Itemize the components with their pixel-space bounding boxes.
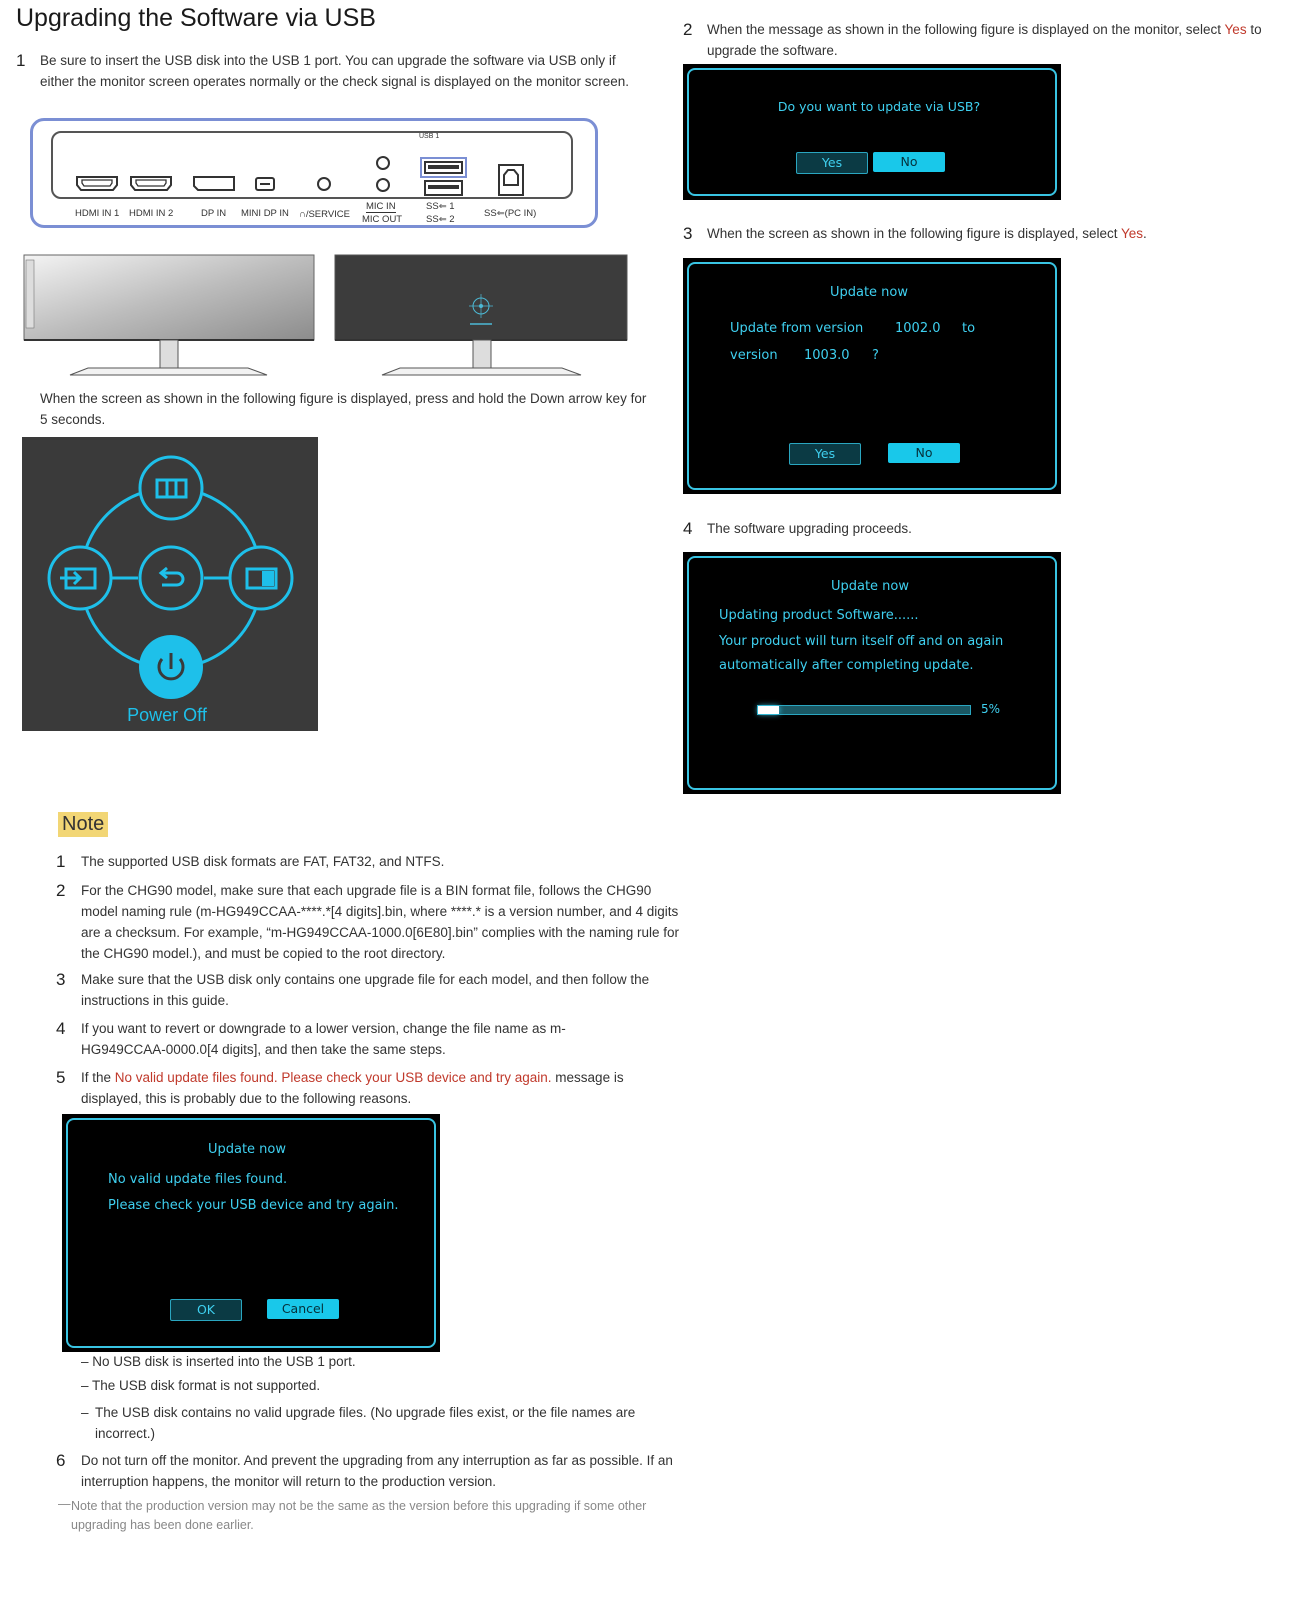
menu-button-icon bbox=[140, 457, 202, 519]
step-4-text: The software upgrading proceeds. bbox=[707, 521, 912, 536]
note-6-number: 6 bbox=[56, 1451, 66, 1470]
page-title: Upgrading the Software via USB bbox=[16, 4, 376, 32]
mic-out-jack-icon bbox=[377, 179, 389, 191]
usb1-label-text: ⇐ 1 bbox=[438, 201, 455, 212]
reason-2: – The USB disk format is not supported. bbox=[81, 1378, 321, 1393]
no-button[interactable]: No bbox=[873, 152, 945, 172]
to-text: to bbox=[962, 321, 976, 336]
ss-text-3: SS bbox=[484, 208, 497, 219]
reason-3: – The USB disk contains no valid upgrade files. (No upgrade files exist, or the file names are incorrect.) bbox=[81, 1402, 641, 1444]
reason-1: – No USB disk is inserted into the USB 1 port. bbox=[81, 1354, 356, 1369]
usb-b-port-icon bbox=[499, 165, 523, 195]
control-joystick bbox=[22, 437, 318, 731]
note-5-number: 5 bbox=[56, 1068, 66, 1087]
reason-3-text: The USB disk contains no valid upgrade files. (No upgrade files exist, or the file names are incorrect.) bbox=[95, 1405, 636, 1441]
note-1-text: The supported USB disk formats are FAT, FAT32, and NTFS. bbox=[81, 854, 445, 869]
note-3-number: 3 bbox=[56, 970, 66, 989]
step-3-text bbox=[707, 223, 1277, 244]
reason-2-text: The USB disk format is not supported. bbox=[92, 1378, 321, 1393]
no-button[interactable]: No bbox=[888, 443, 960, 463]
note-5-pre: If the bbox=[81, 1070, 115, 1085]
minidp-label: MINI DP IN bbox=[241, 208, 289, 219]
progress-title: Update now bbox=[830, 579, 910, 594]
error-dialog bbox=[62, 1114, 440, 1352]
step-1b-text: When the screen as shown in the following figure is displayed, press and hold the Down arrow key for 5 seconds. bbox=[40, 391, 647, 427]
update-version-dialog bbox=[683, 258, 1061, 494]
ss-text-2: SS bbox=[426, 214, 439, 225]
dp-label: DP IN bbox=[201, 208, 227, 219]
step-2-yes: Yes bbox=[1224, 22, 1247, 37]
service-label bbox=[299, 209, 350, 220]
progress-line1: Updating product Software...... bbox=[719, 608, 919, 623]
dp-port-icon bbox=[194, 177, 234, 190]
step-3-post: . bbox=[1143, 226, 1147, 241]
usb2-label-text: ⇐ 2 bbox=[438, 214, 455, 225]
progress-line2: Your product will turn itself off and on again bbox=[719, 634, 1004, 649]
error-dialog-line1: No valid update files found. bbox=[108, 1172, 288, 1187]
note-1-number: 1 bbox=[56, 852, 66, 871]
step-1-number: 1 bbox=[16, 51, 26, 70]
version-to: 1003.0 bbox=[804, 348, 850, 363]
power-off-label: Power Off bbox=[127, 705, 207, 725]
port-panel bbox=[30, 118, 598, 228]
usb1-top-label: USB 1 bbox=[419, 133, 440, 140]
error-dialog-line2: Please check your USB device and try again. bbox=[108, 1198, 399, 1213]
mic-in-jack-icon bbox=[377, 157, 389, 169]
progress-percent: 5% bbox=[981, 702, 1001, 716]
note-5-text bbox=[81, 1067, 685, 1109]
note-2-text: For the CHG90 model, make sure that each upgrade file is a BIN format file, follows the CHG90 model naming rule (m-HG949CCAA-****.*[4 digits].bin, where ****.* is a version number, and 4 digits are a checksum. For example, “m-HG949CCAA-1000.0[6E80].bin” complies with the naming rule for the CHG90 model.), and must be copied to the root directory. bbox=[81, 883, 680, 961]
step-1-text: Be sure to insert the USB disk into the USB 1 port. You can upgrade the software via USB only if either the monitor screen operates normally or the check signal is displayed on the monitor screen. bbox=[40, 53, 630, 89]
version-text: version bbox=[730, 348, 778, 363]
return-button-icon bbox=[140, 547, 202, 609]
headphone-jack-icon bbox=[318, 178, 330, 190]
usb1-label bbox=[426, 201, 455, 212]
footnote: — Note that the production version may not be the same as the version before this upgrading if some other upgrading has been done earlier. bbox=[58, 1497, 658, 1535]
usb2-label bbox=[426, 214, 455, 225]
step-4-number: 4 bbox=[683, 519, 693, 538]
usb-symbol-icon: ⇐ bbox=[496, 208, 505, 219]
note-3-text: Make sure that the USB disk only contains one upgrade file for each model, and then follow the instructions in this guide. bbox=[81, 972, 650, 1008]
footnote-text: Note that the production version may not be the same as the version before this upgrading if some other upgrading has been done earlier. bbox=[71, 1499, 647, 1532]
yes-button[interactable]: Yes bbox=[796, 152, 868, 174]
headphone-icon: ∩ bbox=[299, 209, 306, 220]
pip-button-icon bbox=[230, 547, 292, 609]
monitor-illustrations bbox=[22, 254, 632, 380]
step-2-post: to upgrade the software. bbox=[707, 22, 1262, 58]
mic-in-label: MIC IN bbox=[366, 201, 396, 212]
mic-out-label: MIC OUT bbox=[362, 214, 403, 225]
ss-text-1: SS bbox=[426, 201, 439, 212]
step-2-text bbox=[707, 19, 1277, 61]
pcin-text: (PC IN) bbox=[504, 208, 537, 219]
note-label: Note bbox=[58, 812, 108, 837]
control-panel bbox=[22, 437, 318, 731]
hdmi2-label: HDMI IN 2 bbox=[129, 208, 174, 219]
reason-1-text: No USB disk is inserted into the USB 1 port. bbox=[92, 1354, 356, 1369]
note-5-post: message is displayed, this is probably due to the following reasons. bbox=[81, 1070, 624, 1106]
yes-button[interactable]: Yes bbox=[789, 443, 861, 465]
monitor-check-signal bbox=[335, 255, 627, 375]
progress-fill bbox=[758, 706, 779, 714]
progress-bar bbox=[757, 705, 971, 715]
update-from-text: Update from version bbox=[730, 321, 864, 336]
note-6-text: Do not turn off the monitor. And prevent the upgrading from any interruption as far as possible. If an interruption happens, the monitor will return to the production version. bbox=[81, 1453, 673, 1489]
port-icons bbox=[51, 131, 573, 199]
step-3-yes: Yes bbox=[1120, 226, 1144, 241]
upgrade-progress-dialog bbox=[683, 552, 1061, 794]
version-from: 1002.0 bbox=[895, 321, 941, 336]
note-2-number: 2 bbox=[56, 881, 66, 900]
update-version-title: Update now bbox=[829, 285, 909, 300]
cancel-button[interactable]: Cancel bbox=[267, 1299, 339, 1319]
usb-update-dialog bbox=[683, 64, 1061, 200]
port-panel-body bbox=[51, 131, 573, 199]
monitor-normal bbox=[24, 255, 314, 375]
note-4-number: 4 bbox=[56, 1019, 66, 1038]
note-4-text: If you want to revert or downgrade to a lower version, change the file name as m-HG949CCAA-0000.0[4 digits], and then take the same steps. bbox=[81, 1021, 566, 1057]
ok-button[interactable]: OK bbox=[170, 1299, 242, 1321]
step-3-pre: When the screen as shown in the following figure is displayed, select bbox=[707, 226, 1121, 241]
service-text: /SERVICE bbox=[305, 209, 351, 220]
usb-update-dialog-frame bbox=[687, 68, 1057, 196]
progress-line3: automatically after completing update. bbox=[719, 658, 974, 673]
question-mark: ? bbox=[872, 348, 879, 363]
note-5-error-message: No valid update files found. Please check your USB device and try again. bbox=[114, 1070, 552, 1085]
hdmi1-label: HDMI IN 1 bbox=[75, 208, 120, 219]
pcin-label bbox=[484, 208, 536, 219]
step-2-number: 2 bbox=[683, 20, 693, 39]
error-dialog-title: Update now bbox=[207, 1142, 287, 1157]
step-3-number: 3 bbox=[683, 224, 693, 243]
usb-update-question: Do you want to update via USB? bbox=[777, 99, 981, 114]
step-2-pre: When the message as shown in the following figure is displayed on the monitor, select bbox=[707, 22, 1225, 37]
